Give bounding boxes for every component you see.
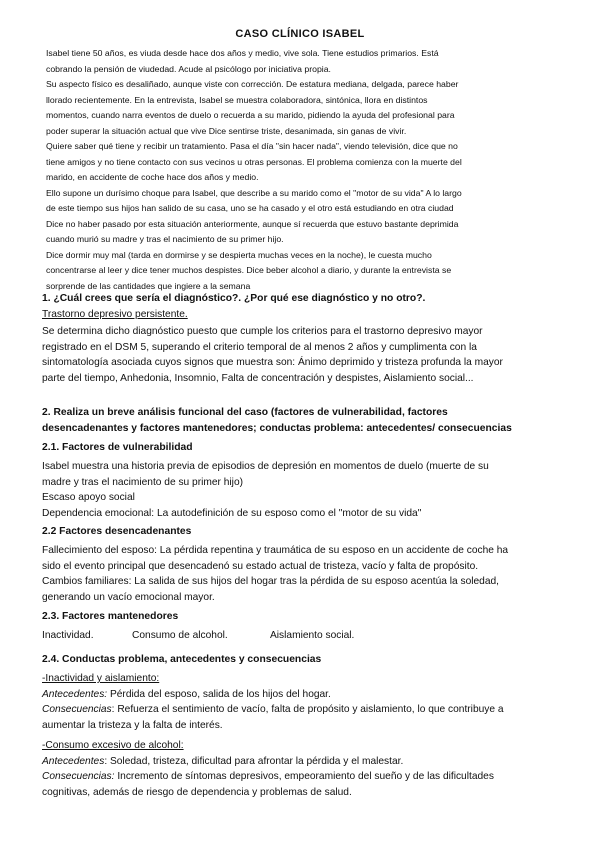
intro-line: tiene amigos y no tiene contacto con sus vecinos u otras personas. El problema comienza con la muerte del — [46, 156, 462, 167]
intro-line: Quiere saber qué tiene y recibir un tratamiento. Pasa el día "sin hacer nada", viendo televisión, dice que no — [46, 141, 458, 151]
section-2-4-heading: 2.4. Conductas problema, antecedentes y consecuencias — [42, 654, 322, 665]
section-2-3-heading: 2.3. Factores mantenedores — [42, 611, 179, 622]
question-1: 1. ¿Cuál crees que sería el diagnóstico?. ¿Por qué ese diagnóstico y no otro?. — [42, 293, 426, 304]
behavior-block-alcohol — [42, 738, 567, 800]
question-1-answer — [42, 324, 562, 386]
section-2-1-body — [42, 459, 567, 521]
body-line: Dependencia emocional: La autodefinición de su esposo como el "motor de su vida" — [42, 507, 422, 519]
body-line: Fallecimiento del esposo: La pérdida repentina y traumática de su esposo en un accidente de coche ha — [42, 545, 509, 556]
intro-line: marido, en accidente de coche hace dos años y medio. — [46, 172, 259, 182]
intro-line: Su aspecto físico es desaliñado, aunque viste con corrección. De estatura mediana, delgada, parece haber — [46, 79, 459, 89]
body-line: Cambios familiares: La salida de sus hijos del hogar tras la pérdida de su esposo acentúa la soledad, — [42, 576, 500, 587]
behavior-block-inactivity — [42, 671, 567, 733]
consequences-continuation: cognitivas, además de riesgo de dependencia y problemas de salud. — [42, 786, 352, 798]
behavior-title: -Inactividad y aislamiento: — [42, 673, 160, 684]
section-2-2-heading: 2.2 Factores desencadenantes — [42, 526, 192, 537]
antecedents-label: Antecedentes: — [42, 688, 108, 700]
case-description — [46, 46, 556, 294]
section-2-1-heading: 2.1. Factores de vulnerabilidad — [42, 442, 193, 453]
body-line: generando un vacío emocional mayor. — [42, 591, 215, 603]
body-line: sido el evento principal que desencadenó su estado actual de tristeza, vacío y falta de propósito. — [42, 560, 479, 572]
intro-line: sorprende de las cantidades que ingiere a la semana — [46, 280, 251, 291]
consequences-text: Incremento de síntomas depresivos, empeoramiento del sueño y de las dificultades — [114, 771, 494, 782]
question-2-line: 2. Realiza un breve análisis funcional del caso (factores de vulnerabilidad, factores — [42, 407, 448, 418]
antecedents-label: Antecedentes — [42, 755, 105, 767]
intro-line: Ello supone un durísimo choque para Isabel, que describe a su marido como el "motor de su vida" A lo largo — [46, 187, 462, 198]
intro-line: llorado recientemente. En la entrevista, Isabel se muestra colaboradora, sintónica, llora en distintos — [46, 94, 428, 105]
section-2-2-body — [42, 543, 567, 605]
behavior-title: -Consumo excesivo de alcohol: — [42, 740, 184, 751]
question-2 — [42, 405, 562, 436]
maintaining-factors-row — [42, 630, 354, 641]
antecedents-line — [42, 687, 567, 703]
intro-line: concentrarse al leer y dice tener muchos despistes. Dice beber alcohol a diario, y durante la entrevista se — [46, 265, 452, 275]
consequences-text: : Refuerza el sentimiento de vacío, falta de propósito y aislamiento, lo que contribuye a — [111, 704, 504, 715]
body-line: Escaso apoyo social — [42, 492, 135, 503]
intro-line: de este tiempo sus hijos han salido de su casa, uno se ha casado y el otro está estudiando en otra ciudad — [46, 203, 454, 213]
intro-line: poder superar la situación actual que vive Dice sentirse triste, desanimada, sin ganas de vivir. — [46, 125, 407, 136]
antecedents-text: Pérdida del esposo, salida de los hijos del hogar. — [107, 688, 331, 700]
consequences-line — [42, 769, 567, 785]
intro-line: Dice dormir muy mal (tarda en dormirse y se despierta muchas veces en la noche), le cuesta mucho — [46, 249, 432, 260]
intro-line: cobrando la pensión de viudedad. Acude al psicólogo por iniciativa propia. — [46, 63, 331, 74]
antecedents-line — [42, 754, 567, 770]
intro-line: Dice no haber pasado por esta situación anteriormente, aunque sí recuerda que estuvo bastante deprimida — [46, 218, 459, 229]
question-2-line: desencadenantes y factores mantenedores; conductas problema: antecedentes/ consecuencias — [42, 422, 512, 434]
intro-line: momentos, cuando narra eventos de duelo o recuerda a su marido, pidiendo la ayuda del profesional para — [46, 110, 455, 120]
body-line: madre y tras el nacimiento de su primer hijo) — [42, 476, 243, 488]
antecedents-text: : Soledad, tristeza, dificultad para afrontar la pérdida y el malestar. — [104, 755, 404, 767]
factor-item: Consumo de alcohol. — [132, 630, 228, 641]
consequences-line — [42, 702, 567, 718]
document-title: CASO CLÍNICO ISABEL — [235, 28, 365, 40]
factor-item: Aislamiento social. — [270, 630, 355, 641]
body-line: Isabel muestra una historia previa de episodios de depresión en momentos de duelo (muerte de su — [42, 461, 489, 472]
factor-item: Inactividad. — [42, 630, 94, 641]
intro-line: cuando murió su madre y tras el nacimiento de su primer hijo. — [46, 234, 284, 244]
consequences-continuation: aumentar la tristeza y la falta de interés. — [42, 719, 223, 731]
answer-line: sintomatología asociada cuyos signos que muestra son: Ánimo deprimido y tristeza profunda la mayor — [42, 357, 503, 368]
consequences-label: Consecuencias: — [42, 771, 115, 782]
answer-line: registrado en el DSM 5, superando el criterio temporal de al menos 2 años y cumplimenta con la — [42, 341, 477, 353]
answer-line: Se determina dicho diagnóstico puesto que cumple los criterios para el trastorno depresivo mayor — [42, 326, 483, 337]
intro-line: Isabel tiene 50 años, es viuda desde hace dos años y medio, vive sola. Tiene estudios primarios. Está — [46, 48, 439, 58]
answer-line: parte del tiempo, Anhedonia, Insomnio, Falta de concentración y despistes, Aislamiento social... — [42, 372, 474, 384]
consequences-label: Consecuencias — [42, 704, 112, 715]
diagnosis-title: Trastorno depresivo persistente. — [42, 309, 188, 320]
